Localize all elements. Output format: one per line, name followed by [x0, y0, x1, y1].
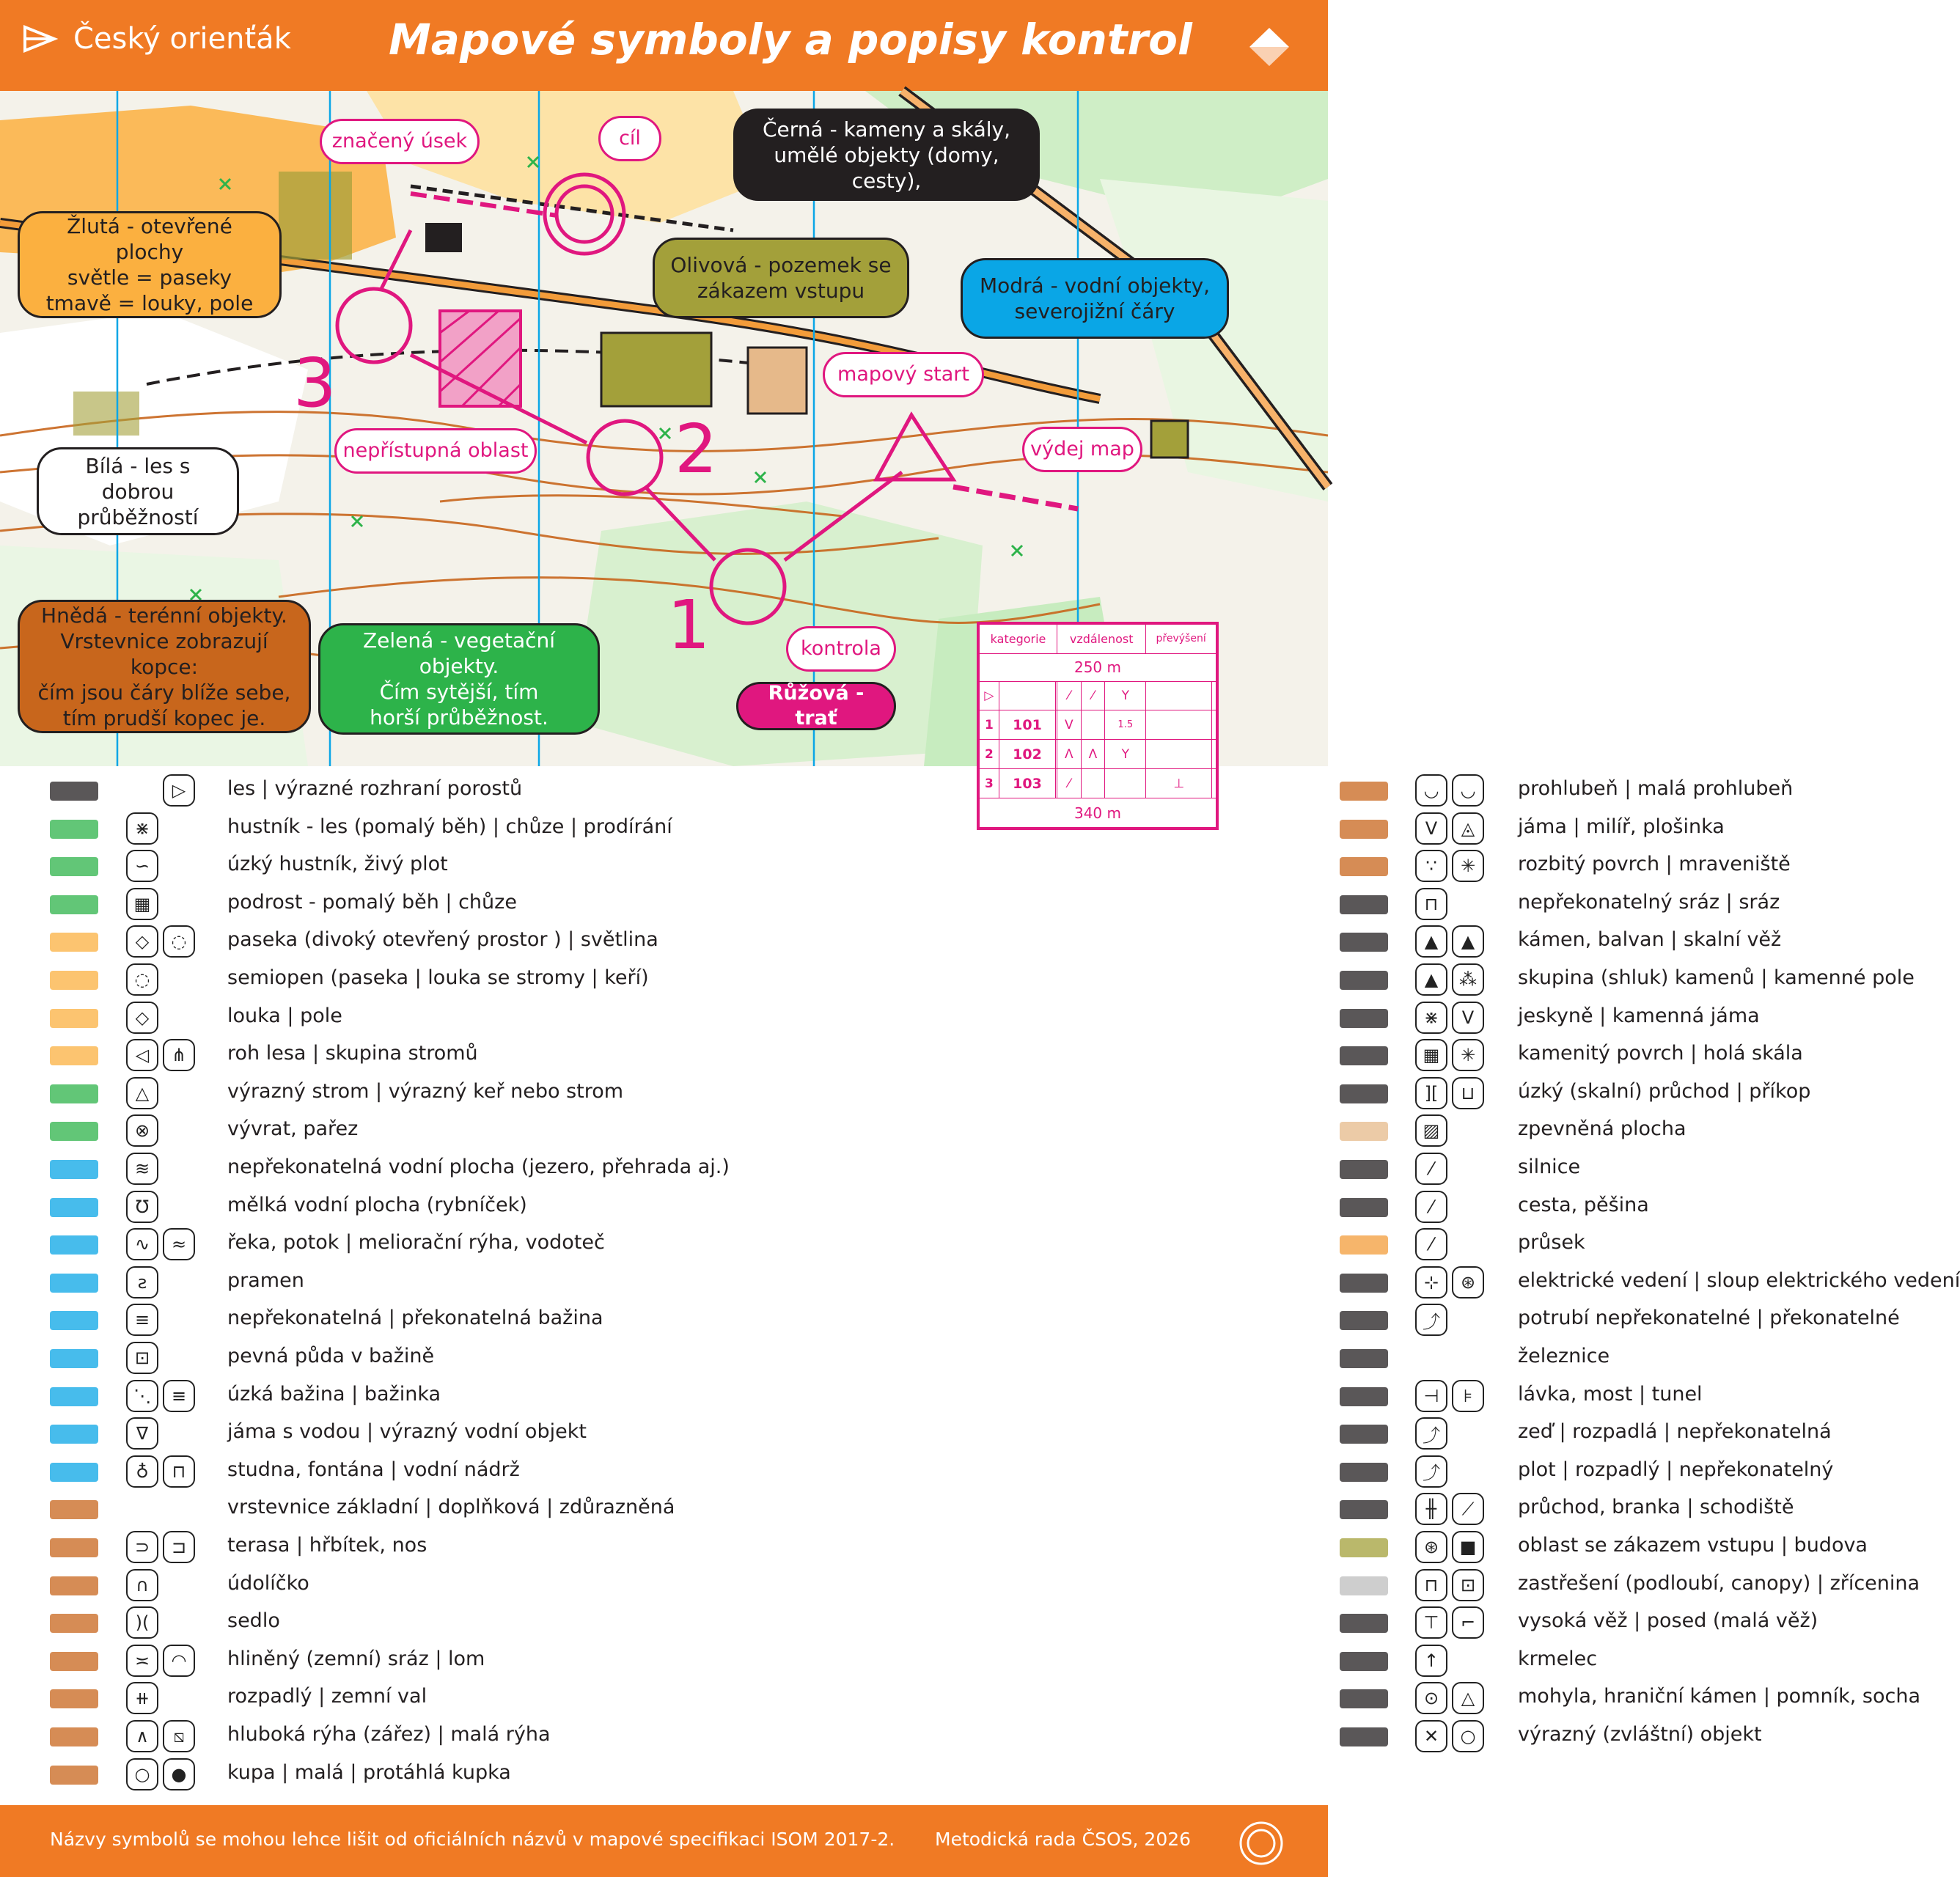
legend-row	[0, 1153, 730, 1188]
legend-row	[0, 1002, 682, 1037]
legend-label: elektrické vedení | sloup elektrického vedení	[1518, 1268, 1960, 1292]
legend-label: úzký hustník, živý plot	[227, 853, 448, 876]
map-symbol-swatch	[1338, 812, 1397, 845]
legend-row	[0, 1645, 682, 1680]
description-symbol-icon: ⁄	[1415, 1153, 1447, 1185]
symbol-legend	[0, 774, 1960, 1801]
description-symbol-icon: ⁄	[1415, 1228, 1447, 1260]
legend-row	[0, 1682, 682, 1717]
map-symbol-swatch	[1338, 850, 1397, 882]
map-symbol-swatch	[1338, 1645, 1397, 1677]
label-finish: cíl	[598, 116, 661, 161]
map-symbol-swatch	[1338, 1077, 1397, 1109]
legend-label: skupina (shluk) kamenů | kamenné pole	[1518, 966, 1915, 989]
description-symbol-icon: ⟋	[1452, 1493, 1484, 1525]
legend-row	[0, 1531, 682, 1566]
legend-label: oblast se zákazem vstupu | budova	[1518, 1534, 1868, 1557]
legend-row	[0, 850, 682, 885]
legend-label: silnice	[1518, 1156, 1581, 1178]
description-symbol-icon: ≋	[126, 1153, 158, 1185]
description-symbol-icon: ♁	[126, 1455, 158, 1488]
legend-label: vývrat, pařez	[227, 1117, 359, 1141]
map-symbol-swatch	[1338, 1228, 1397, 1260]
ct-row-3-number: 3	[980, 769, 999, 798]
legend-row	[645, 1039, 1803, 1074]
legend-label: pramen	[227, 1268, 304, 1292]
description-symbol-icon: ◇	[126, 925, 158, 958]
legend-label: rozpadlý | zemní val	[227, 1685, 427, 1708]
legend-label: jeskyně | kamenná jáma	[1518, 1004, 1760, 1027]
legend-label: pevná půda v bažině	[227, 1345, 435, 1367]
callout-yellow: Žlutá - otevřené plochy světle = paseky tmavě = louky, pole	[18, 211, 282, 318]
map-symbol-swatch	[48, 1228, 107, 1260]
footer-bar	[0, 1805, 1328, 1877]
legend-row	[0, 1266, 682, 1301]
label-control: kontrola	[786, 626, 896, 672]
map-symbol-swatch	[1338, 1191, 1397, 1223]
ct-row-2-code: 102	[999, 740, 1055, 769]
legend-label: úzká bažina | bažinka	[227, 1382, 441, 1406]
description-symbol-icon: ∵	[1415, 850, 1447, 882]
legend-label: železnice	[1518, 1345, 1610, 1367]
legend-label: semiopen (paseka | louka se stromy | keří)	[227, 966, 649, 989]
description-symbol-icon: ⊓	[163, 1455, 195, 1488]
callout-pink: Růžová - trať	[736, 682, 896, 730]
legend-label: jáma s vodou | výrazný vodní objekt	[227, 1420, 587, 1444]
legend-label: nepřekonatelná | překonatelná bažina	[227, 1307, 603, 1330]
map-symbol-swatch	[1338, 1531, 1397, 1563]
map-symbol-swatch	[48, 1002, 107, 1034]
legend-label: hliněný (zemní) sráz | lom	[227, 1647, 485, 1670]
legend-label: jáma | milíř, plošinka	[1518, 815, 1725, 838]
map-symbol-swatch	[48, 888, 107, 920]
label-marked-section: značený úsek	[320, 119, 480, 164]
map-symbol-swatch	[48, 1077, 107, 1109]
callout-olive: Olivová - pozemek se zákazem vstupu	[653, 238, 909, 318]
map-symbol-swatch	[48, 1720, 107, 1752]
description-symbol-icon: ■	[1452, 1531, 1484, 1563]
callout-blue: Modrá - vodní objekty, severojižní čáry	[961, 258, 1229, 339]
callout-white: Bílá - les s dobrou průběžností	[37, 447, 239, 535]
legend-label: sedlo	[227, 1609, 280, 1633]
legend-row	[645, 850, 1791, 885]
map-symbol-swatch	[1338, 1417, 1397, 1450]
map-symbol-swatch	[48, 1606, 107, 1639]
legend-label: výrazný strom | výrazný keř nebo strom	[227, 1079, 624, 1103]
map-symbol-swatch	[1338, 1682, 1397, 1714]
ct-header-distance: vzdálenost	[1057, 625, 1146, 654]
legend-row	[0, 1493, 682, 1528]
map-symbol-swatch	[1338, 1304, 1397, 1336]
legend-label: nepřekonatelný sráz | sráz	[1518, 890, 1780, 914]
legend-label: zpevněná plocha	[1518, 1117, 1686, 1141]
footer-note: Názvy symbolů se mohou lehce lišit od oficiálních názvů v mapové specifikaci ISOM 2017-2.	[50, 1829, 895, 1850]
legend-row	[0, 1720, 682, 1755]
legend-row	[0, 963, 682, 999]
legend-row	[645, 1153, 1581, 1188]
description-symbol-icon: ⊓	[1415, 1569, 1447, 1601]
description-symbol-icon: ⁂	[1452, 963, 1484, 996]
legend-label: mělká vodní plocha (rybníček)	[227, 1193, 527, 1216]
description-symbol-icon: ⊔	[1452, 1077, 1484, 1109]
brand[interactable]	[22, 22, 291, 56]
legend-label: plot | rozpadlý | nepřekonatelný	[1518, 1458, 1834, 1481]
map-symbol-swatch	[48, 1304, 107, 1336]
map-symbol-swatch	[48, 1569, 107, 1601]
map-symbol-swatch	[1338, 1039, 1397, 1071]
description-symbol-icon: ⊓	[1415, 888, 1447, 920]
ct-row-3-code: 103	[999, 769, 1055, 798]
description-symbol-icon: ╫	[1415, 1493, 1447, 1525]
description-symbol-icon: ◇	[126, 1002, 158, 1034]
map-symbol-swatch	[1338, 1455, 1397, 1488]
ct-start-symbol: ▷	[980, 681, 999, 710]
flag-arrow-icon	[22, 24, 57, 54]
description-symbol-icon: ▲	[1415, 925, 1447, 958]
description-symbol-icon: ⊐	[163, 1531, 195, 1563]
description-symbol-icon: ↑	[1415, 1645, 1447, 1677]
legend-row	[645, 1606, 1818, 1642]
legend-label: rozbitý povrch | mraveniště	[1518, 853, 1791, 876]
legend-row	[645, 1455, 1834, 1491]
legend-row	[645, 1077, 1811, 1112]
map-symbol-swatch	[48, 1455, 107, 1488]
control-number-1: 1	[667, 586, 711, 664]
description-symbol-icon: ◌	[163, 925, 195, 958]
ct-header-climb: převýšení	[1146, 625, 1216, 654]
map-symbol-swatch	[48, 1682, 107, 1714]
description-symbol-icon: ▨	[1415, 1114, 1447, 1147]
legend-row	[0, 1342, 682, 1377]
legend-row	[645, 1645, 1598, 1680]
map-symbol-swatch	[48, 1039, 107, 1071]
description-symbol-icon: ⊧	[1452, 1380, 1484, 1412]
legend-label: mohyla, hraniční kámen | pomník, socha	[1518, 1685, 1920, 1708]
label-forbidden-area: nepřístupná oblast	[334, 428, 537, 474]
description-symbol-icon: ⊣	[1415, 1380, 1447, 1412]
legend-label: kupa | malá | protáhlá kupka	[227, 1760, 511, 1784]
page-title: Mapové symboly a popisy kontrol	[389, 15, 1192, 65]
description-symbol-icon: ⊙	[1415, 1682, 1447, 1714]
legend-label: průsek	[1518, 1231, 1585, 1255]
description-symbol-icon: ✳	[1452, 1039, 1484, 1071]
description-symbol-icon: ◌	[126, 963, 158, 996]
description-symbol-icon: ✕	[1415, 1720, 1447, 1752]
legend-label: zastřešení (podloubí, canopy) | zřícenina	[1518, 1571, 1920, 1595]
map-symbol-swatch	[48, 1266, 107, 1299]
legend-row	[0, 1606, 682, 1642]
legend-row	[645, 1417, 1832, 1452]
ct-row-1-number: 1	[980, 710, 999, 740]
map-symbol-swatch	[48, 925, 107, 958]
callout-brown: Hnědá - terénní objekty. Vrstevnice zobrazují kopce: čím jsou čáry blíže sebe, tím prudší kopec je.	[18, 600, 311, 733]
legend-row	[645, 888, 1780, 923]
description-symbol-icon: ◁	[126, 1039, 158, 1071]
description-symbol-icon: ▦	[126, 888, 158, 920]
ct-row-1-extra: 1.5	[1105, 710, 1146, 740]
legend-row	[0, 1417, 682, 1452]
map-symbol-swatch	[1338, 1002, 1397, 1034]
description-symbol-icon: ∿	[126, 1228, 158, 1260]
map-symbol-swatch	[48, 1380, 107, 1412]
description-symbol-icon: ≡	[163, 1380, 195, 1412]
ct-row-2-number: 2	[980, 740, 999, 769]
description-symbol-icon: Ʊ	[126, 1191, 158, 1223]
legend-label: podrost - pomalý běh | chůze	[227, 890, 517, 914]
description-symbol-icon: ◬	[1452, 812, 1484, 845]
legend-row	[0, 1569, 682, 1604]
legend-row	[0, 1380, 682, 1415]
description-symbol-icon: ⁄	[1415, 1191, 1447, 1223]
legend-label: studna, fontána | vodní nádrž	[227, 1458, 520, 1481]
description-symbol-icon: ⋇	[126, 812, 158, 845]
legend-label: průchod, branka | schodiště	[1518, 1496, 1794, 1519]
legend-row	[0, 888, 682, 923]
legend-row	[0, 812, 682, 848]
description-symbol-icon: ⊛	[1452, 1266, 1484, 1299]
legend-row	[0, 774, 682, 809]
legend-row	[645, 1228, 1585, 1263]
description-symbol-icon: ⌐	[1452, 1606, 1484, 1639]
map-symbol-swatch	[48, 1191, 107, 1223]
map-symbol-swatch	[1338, 1493, 1397, 1525]
description-symbol-icon: △	[1452, 1682, 1484, 1714]
map-symbol-swatch	[1338, 1114, 1397, 1147]
label-map-start: mapový start	[823, 352, 984, 397]
description-symbol-icon: ⋱	[126, 1380, 158, 1412]
legend-row	[645, 1304, 1900, 1339]
legend-label: lávka, most | tunel	[1518, 1382, 1703, 1406]
legend-row	[645, 1380, 1703, 1415]
legend-label: paseka (divoký otevřený prostor ) | světlina	[227, 928, 658, 952]
legend-row	[645, 963, 1915, 999]
description-symbol-icon: ▦	[1415, 1039, 1447, 1071]
legend-row	[645, 1493, 1794, 1528]
description-symbol-icon: ⋇	[1415, 1002, 1447, 1034]
legend-label: nepřekonatelná vodní plocha (jezero, přehrada aj.)	[227, 1156, 730, 1178]
description-symbol-icon: ∧	[126, 1720, 158, 1752]
map-symbol-swatch	[1338, 1342, 1397, 1374]
description-symbol-icon: ][	[1415, 1077, 1447, 1109]
description-symbol-icon: ⊛	[1415, 1531, 1447, 1563]
description-symbol-icon: ○	[1452, 1720, 1484, 1752]
legend-row	[0, 925, 682, 960]
map-symbol-swatch	[1338, 963, 1397, 996]
finish-circle-icon	[1238, 1820, 1285, 1867]
control-number-3: 3	[293, 344, 337, 422]
description-symbol-icon: V	[1415, 812, 1447, 845]
description-symbol-icon: ⊡	[126, 1342, 158, 1374]
legend-row	[0, 1304, 682, 1339]
description-symbol-icon: ⋔	[163, 1039, 195, 1071]
legend-label: hluboká rýha (zářez) | malá rýha	[227, 1723, 551, 1746]
footer-credit: Metodická rada ČSOS, 2026	[935, 1829, 1192, 1850]
control-number-2: 2	[675, 410, 718, 488]
control-description-table: kategorie vzdálenost převýšení 250 m ▷ ⁄ ⁄ Y 1 101 V 1.5 2 102 Λ Λ Y 3 103 ⁄ ⊥ 340 m	[977, 622, 1219, 830]
ct-header-category: kategorie	[980, 625, 1057, 654]
map-symbol-swatch	[1338, 1266, 1397, 1299]
map-symbol-swatch	[1338, 1380, 1397, 1412]
map-symbol-swatch	[48, 1758, 107, 1790]
description-symbol-icon: ▲	[1415, 963, 1447, 996]
legend-row	[645, 1114, 1686, 1150]
legend-label: vrstevnice základní | doplňková | zdůrazněná	[227, 1496, 675, 1519]
map-symbol-swatch	[1338, 1153, 1397, 1185]
description-symbol-icon: ⊤	[1415, 1606, 1447, 1639]
description-symbol-icon: ∇	[126, 1417, 158, 1450]
legend-label: krmelec	[1518, 1647, 1598, 1670]
legend-label: vysoká věž | posed (malá věž)	[1518, 1609, 1818, 1633]
description-symbol-icon: ○	[126, 1758, 158, 1790]
map-symbol-swatch	[48, 1114, 107, 1147]
label-map-issue: výdej map	[1022, 427, 1142, 472]
description-symbol-icon: ●	[163, 1758, 195, 1790]
legend-row	[645, 1002, 1760, 1037]
description-symbol-icon: ⤴	[1415, 1417, 1447, 1450]
map-symbol-swatch	[48, 963, 107, 996]
legend-row	[0, 1191, 682, 1226]
legend-label: kámen, balvan | skalní věž	[1518, 928, 1782, 952]
legend-row	[645, 774, 1794, 809]
description-symbol-icon: △	[126, 1077, 158, 1109]
description-symbol-icon: V	[1452, 1002, 1484, 1034]
ct-finish-distance: 340 m	[980, 798, 1216, 828]
legend-row	[645, 1342, 1610, 1377]
legend-row	[645, 812, 1725, 848]
map-symbol-swatch	[1338, 774, 1397, 807]
map-symbol-swatch	[48, 850, 107, 882]
legend-label: hustník - les (pomalý běh) | chůze | prodírání	[227, 815, 672, 838]
map-symbol-swatch	[1338, 925, 1397, 958]
legend-label: cesta, pěšina	[1518, 1193, 1649, 1216]
map-symbol-swatch	[48, 1645, 107, 1677]
map-symbol-swatch	[48, 774, 107, 807]
ct-row-1-code: 101	[999, 710, 1055, 740]
legend-label: úzký (skalní) průchod | příkop	[1518, 1079, 1811, 1103]
ct-start-distance: 250 m	[980, 653, 1216, 681]
description-symbol-icon: ⊡	[1452, 1569, 1484, 1601]
description-symbol-icon: ∩	[126, 1569, 158, 1601]
map-symbol-swatch	[1338, 888, 1397, 920]
legend-row	[0, 1114, 682, 1150]
map-symbol-swatch	[1338, 1720, 1397, 1752]
description-symbol-icon: ▷	[163, 774, 195, 807]
callout-black: Černá - kameny a skály, umělé objekty (domy, cesty),	[733, 109, 1040, 201]
legend-row	[645, 1569, 1920, 1604]
map-symbol-swatch	[48, 1342, 107, 1374]
legend-label: prohlubeň | malá prohlubeň	[1518, 777, 1794, 800]
description-symbol-icon: ⊹	[1415, 1266, 1447, 1299]
legend-label: louka | pole	[227, 1004, 342, 1027]
legend-label: údolíčko	[227, 1571, 309, 1595]
legend-row	[0, 1228, 682, 1263]
description-symbol-icon: ⧺	[126, 1682, 158, 1714]
map-symbol-swatch	[48, 1493, 107, 1525]
legend-row	[645, 1191, 1649, 1226]
description-symbol-icon: ≈	[163, 1228, 195, 1260]
description-symbol-icon: ⧅	[163, 1720, 195, 1752]
map-symbol-swatch	[48, 1531, 107, 1563]
legend-row	[0, 1039, 682, 1074]
description-symbol-icon: ƨ	[126, 1266, 158, 1299]
description-symbol-icon: ≡	[126, 1304, 158, 1336]
map-symbol-swatch	[48, 1153, 107, 1185]
brand-label: Český orienťák	[73, 22, 291, 56]
description-symbol-icon: )(	[126, 1606, 158, 1639]
legend-label: terasa | hřbítek, nos	[227, 1534, 427, 1557]
legend-label: les | výrazné rozhraní porostů	[227, 777, 523, 800]
description-symbol-icon: ▲	[1452, 925, 1484, 958]
header-bar	[0, 0, 1328, 91]
legend-row	[645, 925, 1782, 960]
legend-label: zeď | rozpadlá | nepřekonatelná	[1518, 1420, 1832, 1444]
map-symbol-swatch	[48, 812, 107, 845]
description-symbol-icon: ◡	[1415, 774, 1447, 807]
description-symbol-icon: ⤴	[1415, 1304, 1447, 1336]
description-symbol-icon: ✳	[1452, 850, 1484, 882]
description-symbol-icon: ◠	[163, 1645, 195, 1677]
map-symbol-swatch	[1338, 1606, 1397, 1639]
legend-row	[0, 1455, 682, 1491]
map-symbol-swatch	[1338, 1569, 1397, 1601]
legend-label: roh lesa | skupina stromů	[227, 1042, 478, 1065]
legend-row	[645, 1266, 1960, 1301]
callout-green: Zelená - vegetační objekty. Čím sytější, tím horší průběžnost.	[318, 623, 600, 735]
legend-label: potrubí nepřekonatelné | překonatelné	[1518, 1307, 1900, 1330]
description-symbol-icon: ∽	[126, 850, 158, 882]
description-symbol-icon: ⊗	[126, 1114, 158, 1147]
legend-label: výrazný (zvláštní) objekt	[1518, 1723, 1762, 1746]
legend-row	[645, 1720, 1762, 1755]
legend-row	[645, 1682, 1920, 1717]
description-symbol-icon: ≍	[126, 1645, 158, 1677]
legend-row	[0, 1758, 682, 1793]
description-symbol-icon: ⊃	[126, 1531, 158, 1563]
legend-row	[0, 1077, 682, 1112]
description-symbol-icon: ◡	[1452, 774, 1484, 807]
control-flag-icon	[1247, 25, 1292, 69]
legend-row	[645, 1531, 1868, 1566]
description-symbol-icon: ⤴	[1415, 1455, 1447, 1488]
map-symbol-swatch	[48, 1417, 107, 1450]
legend-label: řeka, potok | meliorační rýha, vodoteč	[227, 1231, 605, 1255]
legend-label: kamenitý povrch | holá skála	[1518, 1042, 1803, 1065]
